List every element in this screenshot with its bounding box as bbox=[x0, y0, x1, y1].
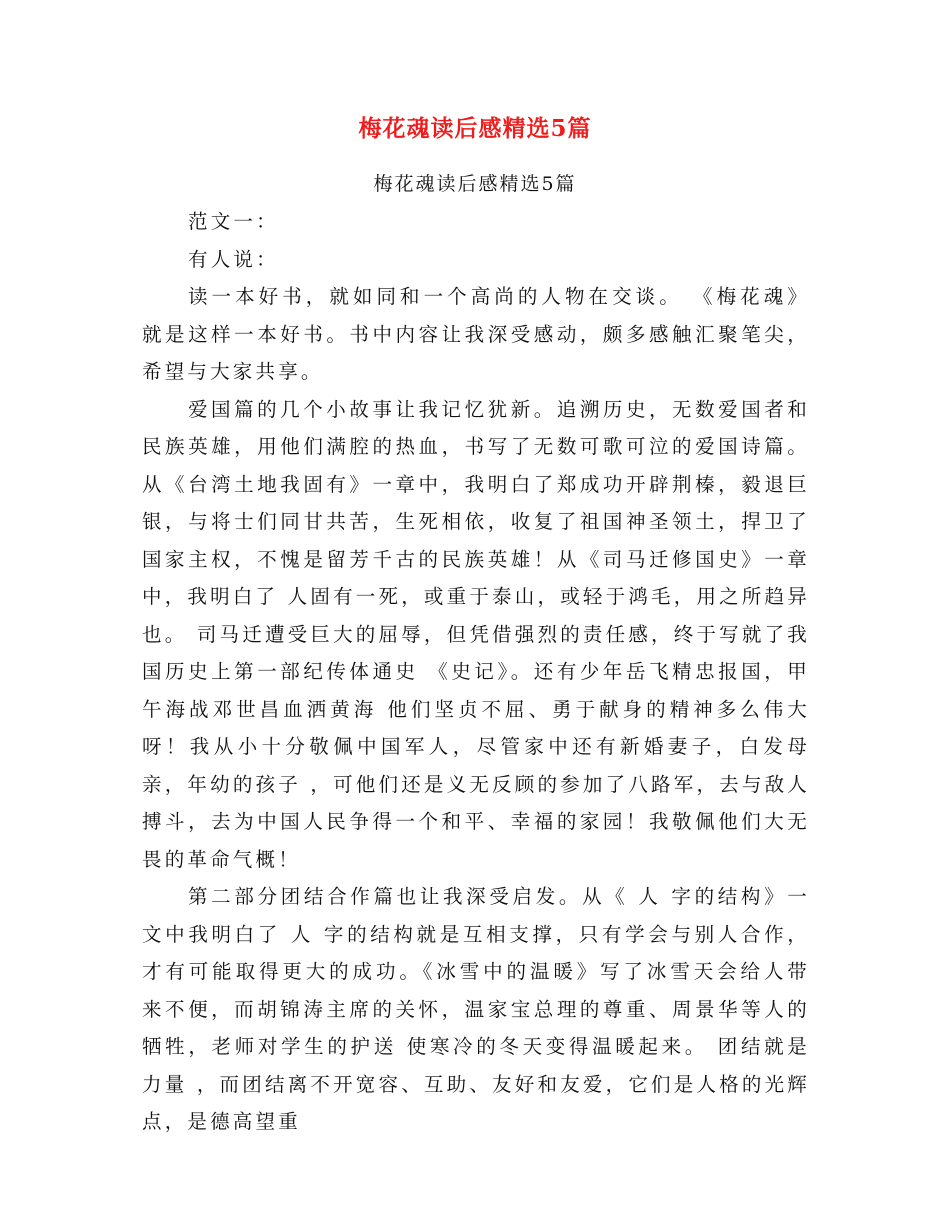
body-paragraph: 有人说： bbox=[188, 247, 279, 271]
body-paragraph: 读一本好书，就如同和一个高尚的人物在交谈。 《梅花魂》就是这样一本好书。书中内容让我深受感动，颇多感触汇聚笔尖，希望与大家共享。 bbox=[142, 285, 810, 383]
body-paragraph: 爱国篇的几个小故事让我记忆犹新。追溯历史，无数爱国者和民族英雄，用他们满腔的热血，书写了无数可歌可泣的爱国诗篇。从《台湾土地我固有》一章中，我明白了郑成功开辟荆榛，毅退巨银，与将士们同甘共苦，生死相依，收复了祖国神圣领土，捍卫了国家主权，不愧是留芳千古的民族英雄！从《司马迁修国史》一章中，我明白了 人固有一死，或重于泰山，或轻于鸿毛，用之所趋异也。 司马迁遭受巨大的屈辱，但凭借强烈的责任感，终于写就了我国历史上第一部纪传体通史 《史记》。还有少年岳飞精忠报国，甲午海战邓世昌血洒黄海 他们坚贞不屈、勇于献身的精神多么伟大呀！我从小十分敬佩中国军人，尽管家中还有新婚妻子，白发母亲，年幼的孩子 ，可他们还是义无反顾的参加了八路军，去与敌人搏斗，去为中国人民争得一个和平、幸福的家园！我敬佩他们大无畏的革命气概！ bbox=[142, 397, 810, 871]
document-title: 梅花魂读后感精选5篇 bbox=[358, 115, 592, 142]
body-paragraph: 范文一： bbox=[188, 210, 279, 233]
body-paragraph: 第二部分团结合作篇也让我深受启发。从《 人 字的结构》一文中我明白了 人 字的结构就是互相支撑，只有学会与别人合作，才有可能取得更大的成功。《冰雪中的温暖》写了冰雪天会给人带来不便，而胡锦涛主席的关怀，温家宝总理的尊重、周景华等人的牺牲，老师对学生的护送 使寒冷的冬天变得温暖起来。 团结就是力量 ，而团结离不开宽容、互助、友好和友爱，它们是人格的光辉点，是德高望重 bbox=[142, 885, 810, 1133]
document-body bbox=[142, 203, 810, 1141]
document-subtitle: 梅花魂读后感精选5篇 bbox=[373, 173, 577, 195]
